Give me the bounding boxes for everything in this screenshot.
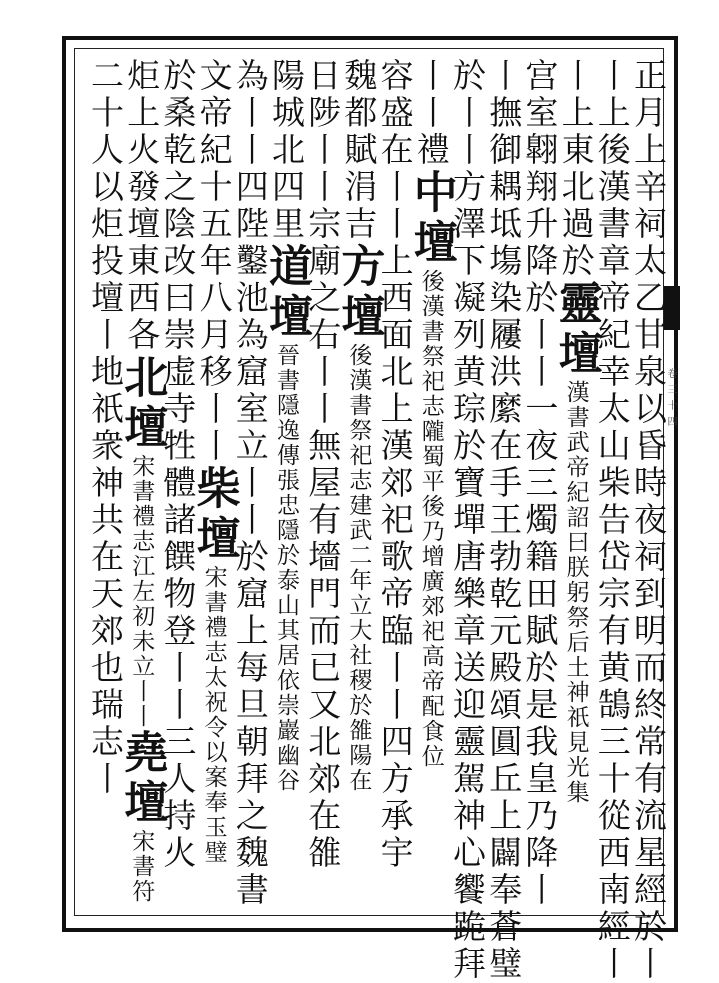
- annotation-text: 宋書禮志太祝令以案奉玉璧: [200, 565, 227, 865]
- heading-term: 道壇: [261, 243, 312, 343]
- body-text: 日陟丨丨: [303, 58, 343, 206]
- text-column: [87, 58, 123, 908]
- heading-term: 方壇: [333, 243, 385, 343]
- body-text: 在丨丨上西面北上漢郊祀歌帝臨丨丨四方承宇: [375, 132, 415, 872]
- text-column: [484, 58, 524, 983]
- body-text: 二十人以炬投壇: [86, 58, 125, 317]
- body-text: 丨地祇衆神共在天郊也: [86, 317, 125, 687]
- heading-term: 柴壇: [188, 465, 240, 565]
- body-text: 宫室翺翔升降: [520, 58, 560, 280]
- body-text: 瑞志丨: [86, 687, 125, 798]
- body-text: 於丨丨一夜三燭籍田賦於是我皇乃降丨: [520, 280, 560, 909]
- margin-text: 卷三十四: [665, 368, 676, 432]
- body-text: 牲體諸饌物登丨丨三人持火: [158, 428, 198, 872]
- body-text: 為丨丨四陛: [230, 58, 270, 243]
- annotation-text: 宋書符: [128, 829, 155, 904]
- body-text: 文帝紀十五年八月移丨丨: [194, 58, 234, 465]
- body-text: 於桑乾之陰改曰崇虚寺: [158, 58, 198, 428]
- annotation-text: 後漢書祭祀志建武二年立大社稷於雒陽在: [345, 343, 372, 793]
- body-text: 容盛: [375, 58, 415, 132]
- body-text: 丨撫御耦坻塲染屨洪縻在手王勃乾元殿頌圓丘上闢奉蒼璧: [484, 58, 524, 983]
- text-column: [188, 58, 240, 908]
- text-column: [520, 58, 560, 909]
- body-text: 魏都賦涓吉: [339, 58, 379, 243]
- text-column: [261, 58, 312, 908]
- annotation-text: 後漢書祭祀志隴蜀平後乃增廣郊祀高帝配食位: [417, 269, 444, 769]
- body-text: 丨上後漢書章帝紀幸太山柴告岱宗有黄鵠三十從西南經丨: [592, 58, 632, 983]
- text-column: [629, 58, 668, 983]
- body-text: 於丨丨方澤下凝列黄琮於寶墠唐樂章送迎靈駕神心饗跪拜: [448, 58, 487, 983]
- text-column: [550, 58, 602, 908]
- text-column: [303, 58, 343, 908]
- annotation-text: 宋書禮志江左初未立丨丨: [128, 454, 155, 729]
- heading-term: 北壇: [116, 354, 168, 454]
- text-column: [592, 58, 632, 983]
- body-text: 炬上火發壇東西各: [122, 58, 162, 354]
- annotation-text: 漢書武帝紀詔曰朕躬祭后土神祇見光集: [562, 380, 589, 805]
- text-column: [116, 58, 168, 908]
- heading-term: 中壇: [405, 169, 457, 269]
- text-column: [333, 58, 385, 908]
- body-text: 正月上辛祠太乙甘泉以昏時夜祠到明而終常有流星經於丨: [629, 58, 668, 983]
- body-text: 鑿池為窟室立丨丨於窟上每旦朝拜之魏書: [230, 243, 270, 909]
- body-text: 陽城北四里: [267, 58, 306, 243]
- heading-term: 靈壇: [550, 280, 602, 380]
- text-column: [405, 58, 457, 908]
- text-column: [377, 58, 413, 908]
- heading-term: 堯壇: [116, 729, 168, 829]
- body-text: 宗廟之右丨丨無屋有墻門而已又北郊在雒: [303, 206, 343, 872]
- body-text: 丨上東北過於: [556, 58, 596, 280]
- body-text: 丨丨禮: [411, 58, 451, 169]
- annotation-text: 晉書隱逸傳張忠隱於泰山其居依崇巖幽谷: [273, 343, 299, 793]
